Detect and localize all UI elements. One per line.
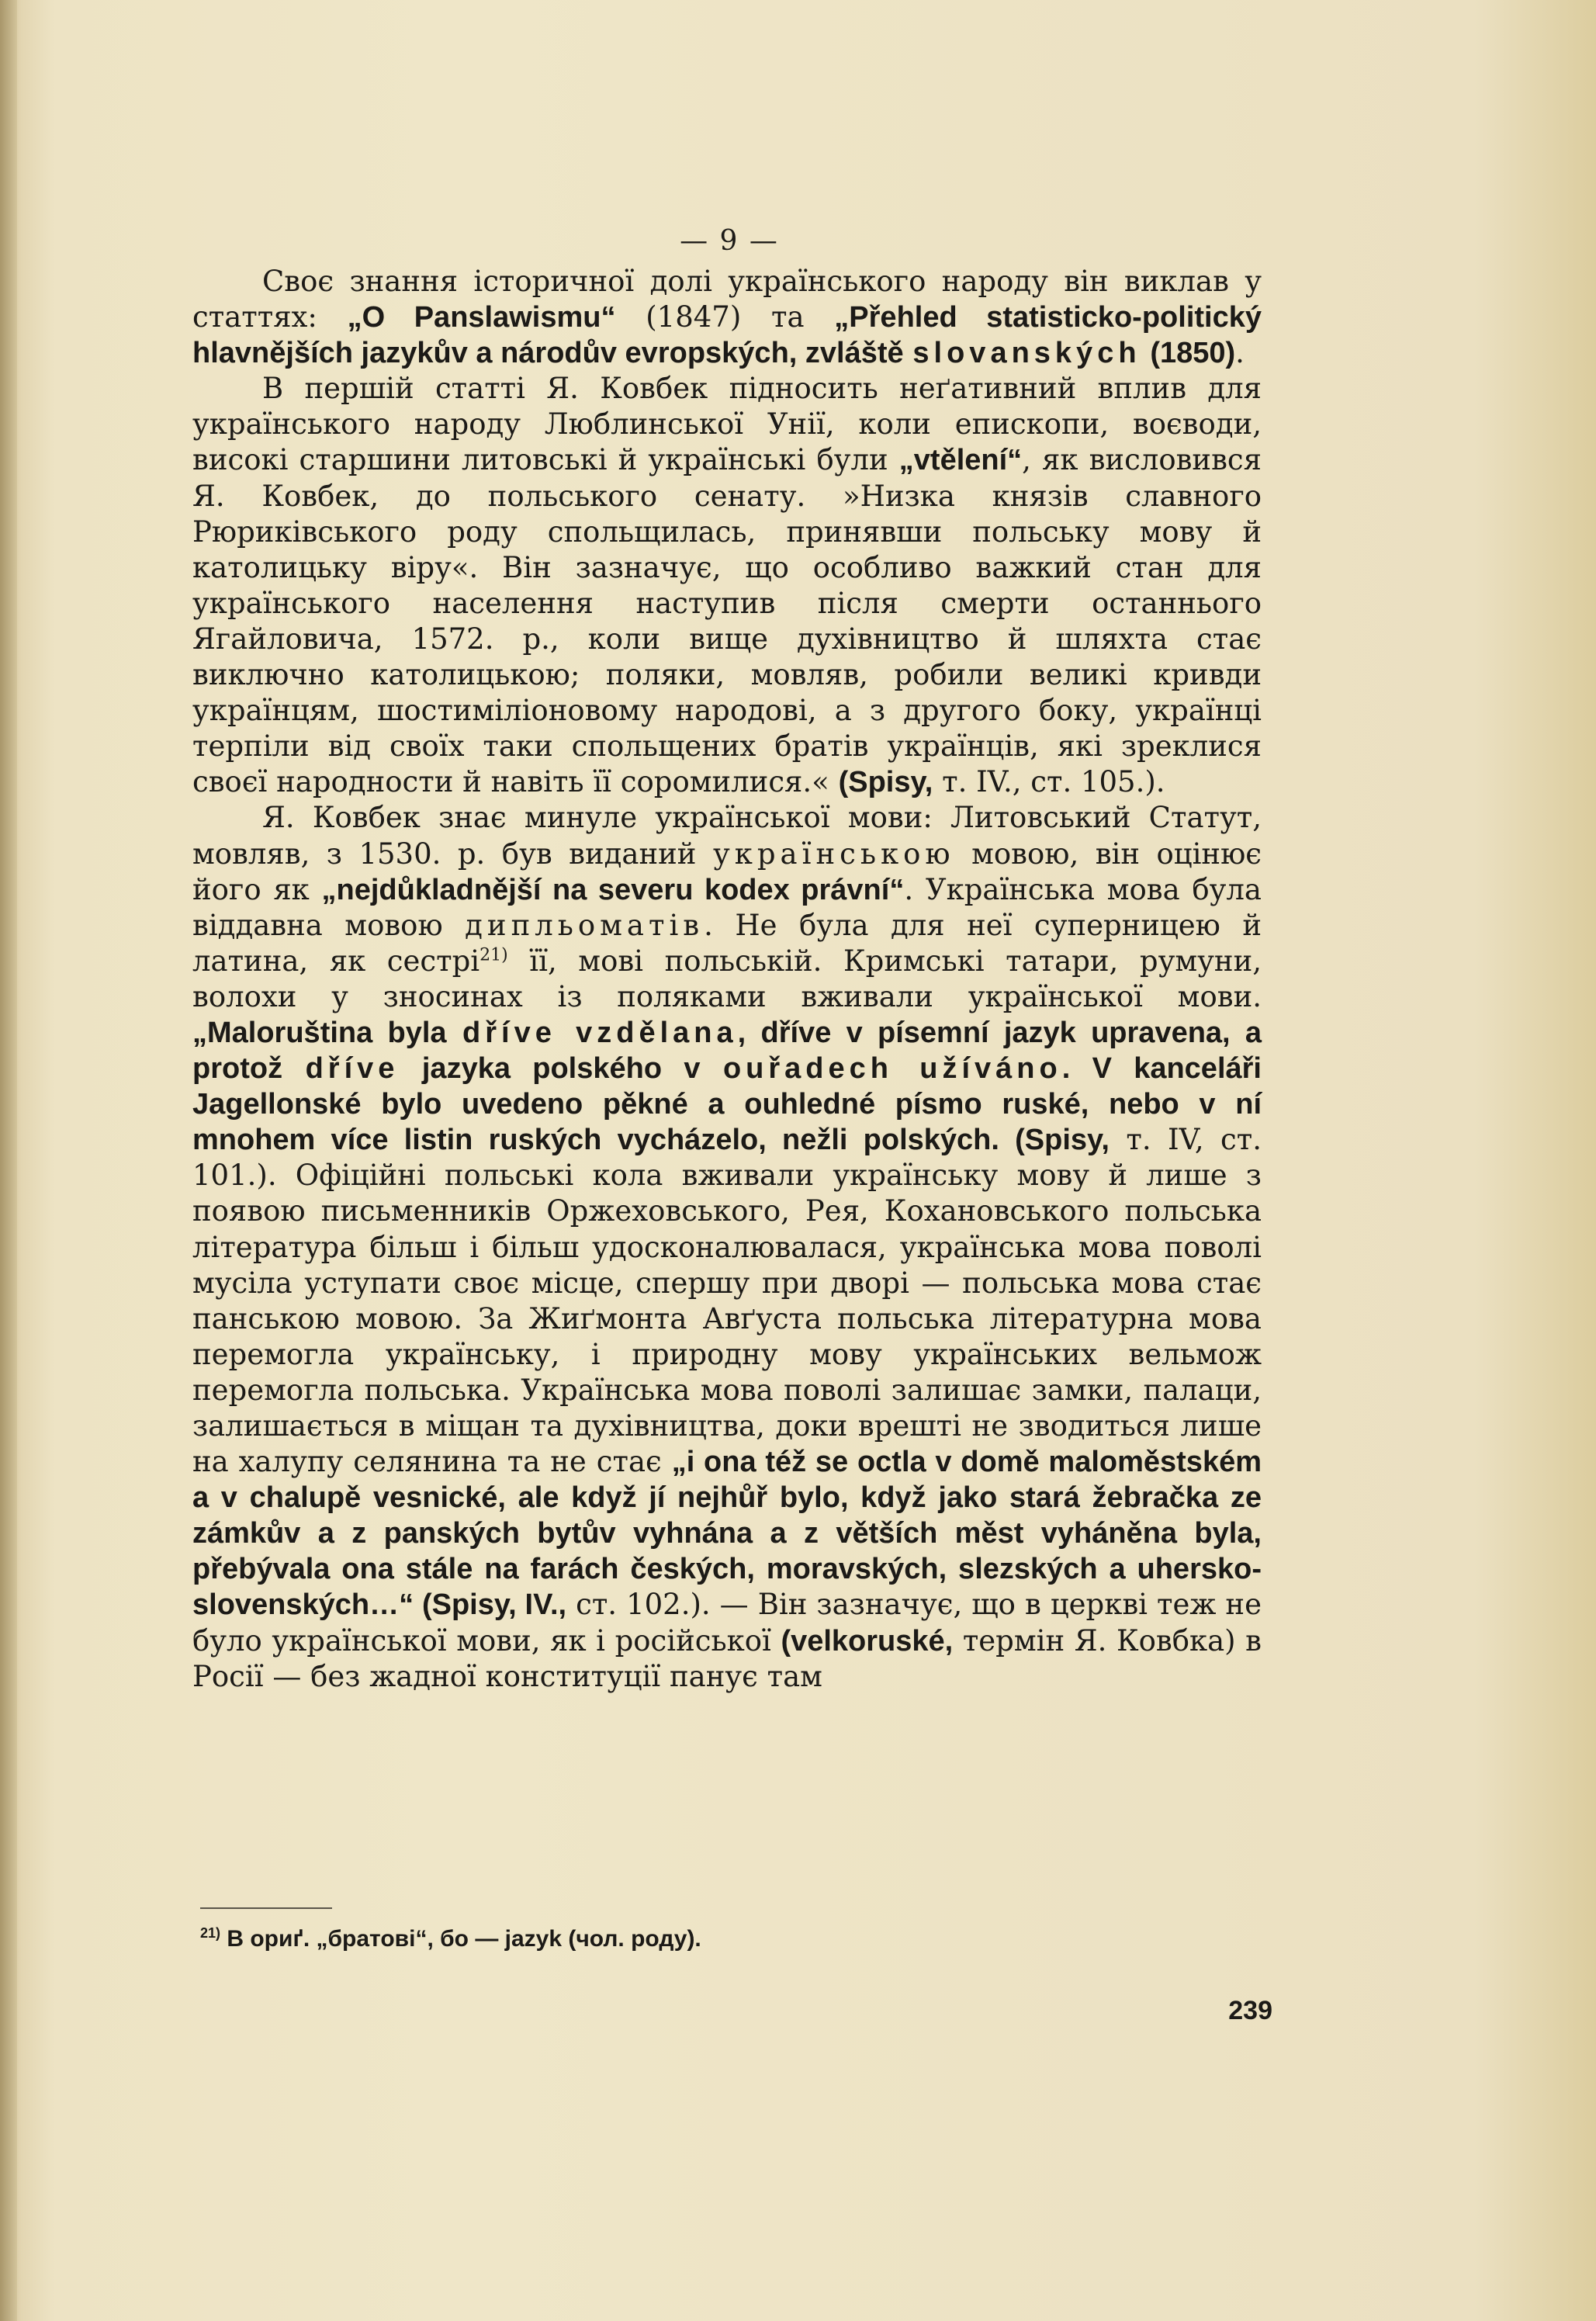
latin-text: „i ona též se octla v domě maloměstském a v chalupě vesnické, ale když jí nejhůř bylo, když jako stará žebračka ze zámkův a z panských bytův vyhnána a z větších měst vyháněna byla, přebývala ona stále na farách českých, moravských, slezských a uhersko-slovenských…“ (Spisy, IV.,: [192, 1446, 1262, 1622]
spaced-latin-text: ouřadech užíváno: [722, 1052, 1062, 1086]
latin-text: . V kanceláři Jagellonské bylo uvedeno pěkné a ouhledné písmo ruské, nebo v ní mnohem více listin ruských vycházelo, nežli polských. (Spisy,: [192, 1052, 1262, 1157]
latin-text: „Přehled statisticko-politický hlavnějších jazykův a národův evropských, zvláště: [192, 301, 1262, 370]
text-run: Я. Ковбек знає минуле української мови: Литовський Статут, мовляв, з 1530. р. був виданий: [192, 801, 1262, 871]
latin-text: jazyk: [504, 1926, 563, 1952]
text-run: (1847) та: [615, 300, 835, 334]
text-run: її, мові польській. Кримські татари, румуни, волохи у зносинах із поляками вживали української мови.: [192, 944, 1262, 1013]
book-spine-shadow: [0, 0, 17, 2321]
text-run: термін Я. Ковбка) в Росії — без жадної конституції панує там: [192, 1623, 1262, 1693]
latin-text: „Maloruština byla: [192, 1016, 447, 1049]
text-run: мовою, він оцінює його як: [192, 837, 1262, 906]
text-run: , як висловився Я. Ковбек, до польського сенату. »Низка князів славного Рюриківського роду спольщилась, принявши польську мову й католицьку віру«. Він зазначує, що особливо важкий стан для українського населення наступив після смерти останнього Ягайловича, 1572. р., коли вище духівництво й шляхта стає виключно католицькою; поляки, мовляв, робили великі кривди українцям, шостиміліоновому народові, а з другого боку, українці терпіли від своїх таки спольщених братів українців, які зреклися своєї народности й навіть її соромилися.«: [192, 443, 1262, 799]
text-run: Своє знання історичної долі українського народу він виклав у статтях:: [192, 265, 1262, 334]
latin-text: (1850): [1150, 337, 1236, 370]
text-run: .: [1235, 336, 1245, 370]
paragraph-1: [192, 264, 1262, 371]
text-run: ст. 102.). — Він зазначує, що в церкві теж не було української мови, як і російської: [192, 1588, 1262, 1658]
body-text: [192, 264, 1262, 1695]
page-number-footer: 239: [1228, 1996, 1272, 2025]
footnote: [200, 1926, 1131, 1952]
text-run: т. IV, ст. 101.). Офіційні польські кола вживали українську мову й лише з появою письменників Оржеховського, Рея, Кохановського польська література більш і більш удосконалювалася, українська мова поволі мусіла уступати своє місце, спершу при дворі — польська мова стає панською мовою. За Жиґмонта Авґуста польська літературна мова перемогла українську, і природну мову українських вельмож перемогла польська. Українська мова поволі залишає замки, палаци, залишається в міщан та духівництва, доки врешті не зводиться лише на халупу селянина та не стає: [192, 1123, 1262, 1479]
text-run: т. IV., ст. 105.).: [933, 765, 1165, 799]
footnote-divider: [200, 1907, 332, 1909]
latin-text: (velkoruské,: [781, 1624, 954, 1658]
latin-text: „vtělení“: [898, 444, 1023, 477]
text-run: В першій статті Я. Ковбек підносить неґативний вплив для українського народу Люблинської Унії, коли епископи, воєводи, високі старшини литовські й українські були: [192, 372, 1262, 477]
spaced-latin-text: dříve vzdělana: [462, 1016, 738, 1049]
spaced-latin-text: slovanských: [912, 337, 1141, 370]
latin-text: jazyka polského v: [421, 1052, 701, 1086]
text-run: (чол. роду).: [562, 1926, 701, 1952]
latin-text: „nejdůkladnější na severu kodex právní“: [321, 873, 905, 906]
footnote-reference: 21): [479, 945, 508, 965]
latin-text: „O Panslawismu“: [347, 301, 616, 334]
text-run: В ориґ. „братові“, бо —: [220, 1926, 505, 1952]
paragraph-2: [192, 371, 1262, 800]
latin-text: , dříve v písemní jazyk upravena, a protož: [192, 1016, 1262, 1086]
latin-text: (Spisy,: [838, 766, 933, 799]
spaced-text: дипльоматів: [465, 908, 705, 942]
spaced-latin-text: dříve: [305, 1052, 400, 1086]
text-run: . Не була для неї суперницею й латина, як сестрі: [192, 908, 1262, 978]
paragraph-3: [192, 800, 1262, 1694]
page-number-header: — 9 —: [680, 225, 779, 257]
footnote-number: 21): [200, 1925, 221, 1941]
spaced-text: українською: [712, 837, 955, 871]
text-run: . Українська мова була віддавна мовою: [192, 872, 1262, 942]
